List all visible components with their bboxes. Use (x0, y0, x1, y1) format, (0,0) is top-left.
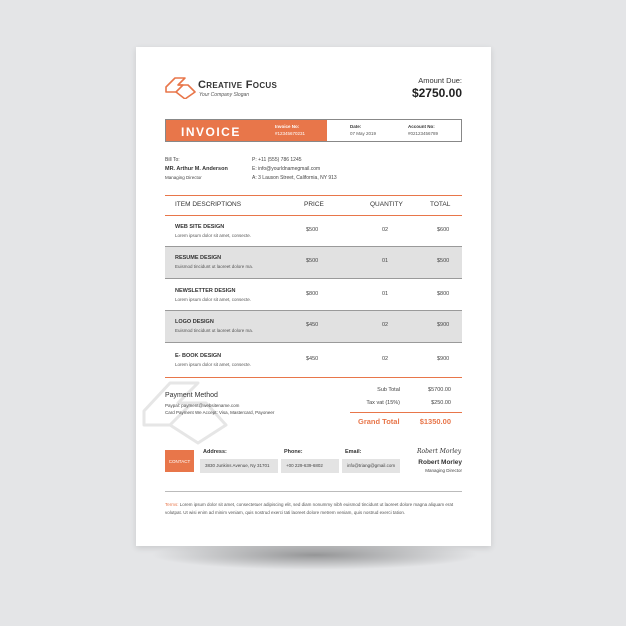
item-total: $600 (437, 227, 450, 233)
contact-email-value: info@triang@gmail.com (342, 459, 400, 473)
terms-text (165, 501, 462, 517)
item-title: WEB SITE DESIGN (175, 224, 225, 230)
item-price: $450 (306, 322, 319, 328)
table-row (165, 310, 462, 343)
brand-slogan: Your Company Slogan (199, 92, 250, 98)
item-qty: 02 (382, 227, 389, 233)
payment-title: Payment Method (165, 392, 218, 399)
item-desc: Lorem ipsum dolor sit amet, consecte. (175, 233, 252, 238)
table-row (165, 280, 462, 310)
contact-address-value: 3830 Junkins Avenue, Ny 31701 (200, 459, 278, 473)
item-title: RESUME DESIGN (175, 255, 222, 261)
grand-total-label: Grand Total (358, 417, 400, 426)
table-header-item: ITEM DESCRIPTIONS (175, 201, 242, 208)
grand-total-rule (350, 412, 462, 413)
tax-value: $250.00 (431, 400, 451, 406)
item-total: $500 (437, 258, 450, 264)
invoice-title-block (166, 120, 327, 141)
account-no-label: Account No: (408, 124, 435, 129)
amount-due-value: $2750.00 (411, 86, 462, 100)
table-row (165, 345, 462, 375)
signature-role: Managing Director (425, 468, 462, 473)
signature-script: Robert Morley (417, 448, 462, 455)
signature-name: Robert Morley (418, 459, 462, 466)
bill-to-address: A: 3 Lauson Street, California, NY 913 (252, 175, 337, 181)
invoice-paper (136, 47, 491, 546)
item-total: $900 (437, 322, 450, 328)
item-desc: Lorem ipsum dolor sit amet, consecte. (175, 297, 252, 302)
subtotal-value: $5700.00 (428, 387, 451, 393)
table-row (165, 246, 462, 279)
bill-to-role: Managing Director (165, 175, 202, 180)
bill-to-email: E: info@yourldnamegmail.com (252, 166, 321, 172)
account-no-value: #02123456789 (408, 131, 439, 136)
item-price: $500 (306, 258, 319, 264)
brand-name: Creative Focus (198, 79, 278, 91)
bill-to-name: MR. Arthur M. Anderson (165, 166, 228, 172)
item-qty: 02 (382, 356, 389, 362)
invoice-bar (165, 119, 462, 142)
tax-label: Tax vat (15%) (366, 400, 400, 406)
invoice-title: INVOICE (181, 125, 241, 139)
table-header-quantity: QUANTITY (370, 201, 403, 208)
item-price: $500 (306, 227, 319, 233)
contact-address-label: Address: (203, 449, 227, 455)
table-header-price: PRICE (304, 201, 324, 208)
date-label: Date: (350, 124, 362, 129)
bill-to-label: Bill To: (165, 157, 180, 163)
grand-total-value: $1350.00 (419, 417, 451, 426)
item-title: E- BOOK DESIGN (175, 353, 222, 359)
invoice-no-label: Invoice No: (275, 124, 300, 129)
amount-due-label: Amount Due: (418, 76, 462, 85)
item-price: $800 (306, 291, 319, 297)
item-total: $900 (437, 356, 450, 362)
item-qty: 01 (382, 258, 389, 264)
item-title: LOGO DESIGN (175, 319, 214, 325)
date-value: 07 May 2019 (350, 131, 377, 136)
item-title: NEWSLETTER DESIGN (175, 288, 236, 294)
item-desc: Lorem ipsum dolor sit amet, consecte. (175, 362, 252, 367)
item-desc: Euismod tincidunt ut laoreet dolore ma. (175, 328, 254, 333)
table-header-total: TOTAL (430, 201, 451, 208)
contact-email-label: Email: (345, 449, 362, 455)
item-qty: 02 (382, 322, 389, 328)
table-top-rule (165, 195, 462, 196)
item-qty: 01 (382, 291, 389, 297)
contact-phone-value: +00 229-639-6802 (281, 459, 339, 473)
item-total: $800 (437, 291, 450, 297)
contact-button[interactable]: CONTACT (165, 450, 194, 472)
bill-to-phone: P: +11 (555) 786 1245 (252, 157, 302, 163)
payment-cards: Card Payment We Accept: Visa, Mastercard, Payoneer (165, 410, 275, 415)
table-row (165, 216, 462, 246)
contact-phone-label: Phone: (284, 449, 303, 455)
item-price: $450 (306, 356, 319, 362)
subtotal-label: Sub Total (377, 387, 400, 393)
payment-paypal: Paypal: payment@websitename.com (165, 403, 240, 408)
terms-body: Lorem ipsum dolor sit amet, consectetuer adipiscing elit, sed diam nonummy nibh euismod tincidunt ut laoreet dolore magna aliquam erat volutpat. Ut wisi enim ad minim veniam, quis nostrud exerci tati laoreet dolore metrem veniam, quis nostrud exerci tation. (165, 502, 454, 515)
terms-rule (165, 491, 462, 492)
invoice-no-value: #12345670231 (275, 131, 306, 136)
terms-label: Terms: (165, 502, 179, 507)
logo-chevron-icon (164, 75, 198, 99)
item-desc: Euismod tincidunt ut laoreet dolore ma. (175, 264, 254, 269)
